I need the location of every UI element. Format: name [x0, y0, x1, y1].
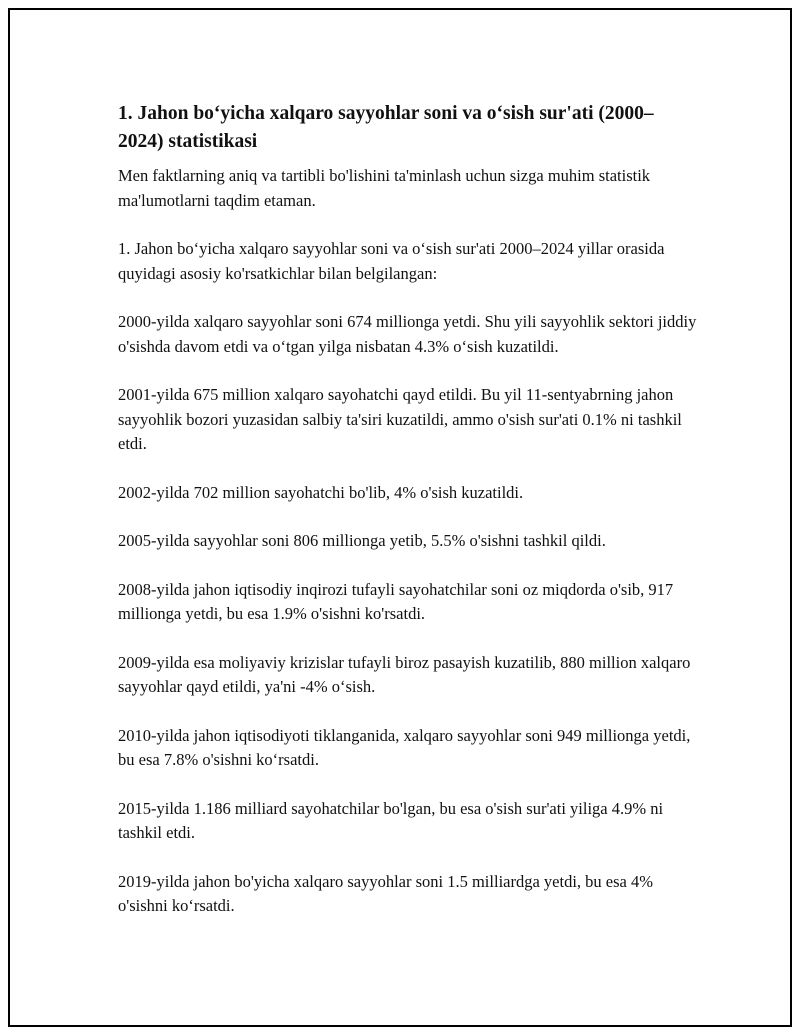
paragraph-2015: 2015-yilda 1.186 milliard sayohatchilar bo'lgan, bu esa o'sish sur'ati yiliga 4.9% ni tashkil etdi.	[118, 798, 664, 842]
paragraph-2019: 2019-yilda jahon bo'yicha xalqaro sayyohlar soni 1.5 milliardga yetdi, bu esa 4% o'sishni ko‘rsatdi.	[118, 871, 653, 915]
section-intro-paragraph: 1. Jahon bo‘yicha xalqaro sayyohlar soni va o‘sish sur'ati 2000–2024 yillar orasida quyidagi asosiy ko'rsatkichlar bilan belgilangan:	[118, 239, 665, 283]
paragraph-2009: 2009-yilda esa moliyaviy krizislar tufayli biroz pasayish kuzatilib, 880 million xalqaro sayyohlar qayd etildi, ya'ni -4% o‘sish.	[118, 652, 691, 696]
intro-paragraph: Men faktlarning aniq va tartibli bo'lishini ta'minlash uchun sizga muhim statistik ma'lumotlarni taqdim etaman.	[118, 166, 651, 210]
paragraph-2008: 2008-yilda jahon iqtisodiy inqirozi tufayli sayohatchilar soni oz miqdorda o'sib, 917 millionga yetdi, bu esa 1.9% o'sishni ko'rsatdi.	[118, 579, 674, 623]
paragraph-2001: 2001-yilda 675 million xalqaro sayohatchi qayd etildi. Bu yil 11-sentyabrning jahon sayyohlik bozori yuzasidan salbiy ta'siri kuzatildi, ammo o'sish sur'ati 0.1% ni tashkil etdi.	[118, 385, 682, 453]
document-body	[118, 100, 698, 943]
document-title: 1. Jahon bo‘yicha xalqaro sayyohlar soni va o‘sish sur'ati (2000–2024) statistikasi	[118, 103, 654, 152]
paragraph-2005: 2005-yilda sayyohlar soni 806 millionga yetib, 5.5% o'sishni tashkil qildi.	[118, 531, 606, 550]
paragraph-2000: 2000-yilda xalqaro sayyohlar soni 674 millionga yetdi. Shu yili sayyohlik sektori jiddiy o'sishda davom etdi va o‘tgan yilga nisbatan 4.3% o‘sish kuzatildi.	[118, 312, 697, 356]
paragraph-2010: 2010-yilda jahon iqtisodiyoti tiklanganida, xalqaro sayyohlar soni 949 millionga yetdi, bu esa 7.8% o'sishni ko‘rsatdi.	[118, 725, 691, 769]
page-frame	[8, 8, 792, 1027]
paragraph-2002: 2002-yilda 702 million sayohatchi bo'lib, 4% o'sish kuzatildi.	[118, 482, 524, 502]
